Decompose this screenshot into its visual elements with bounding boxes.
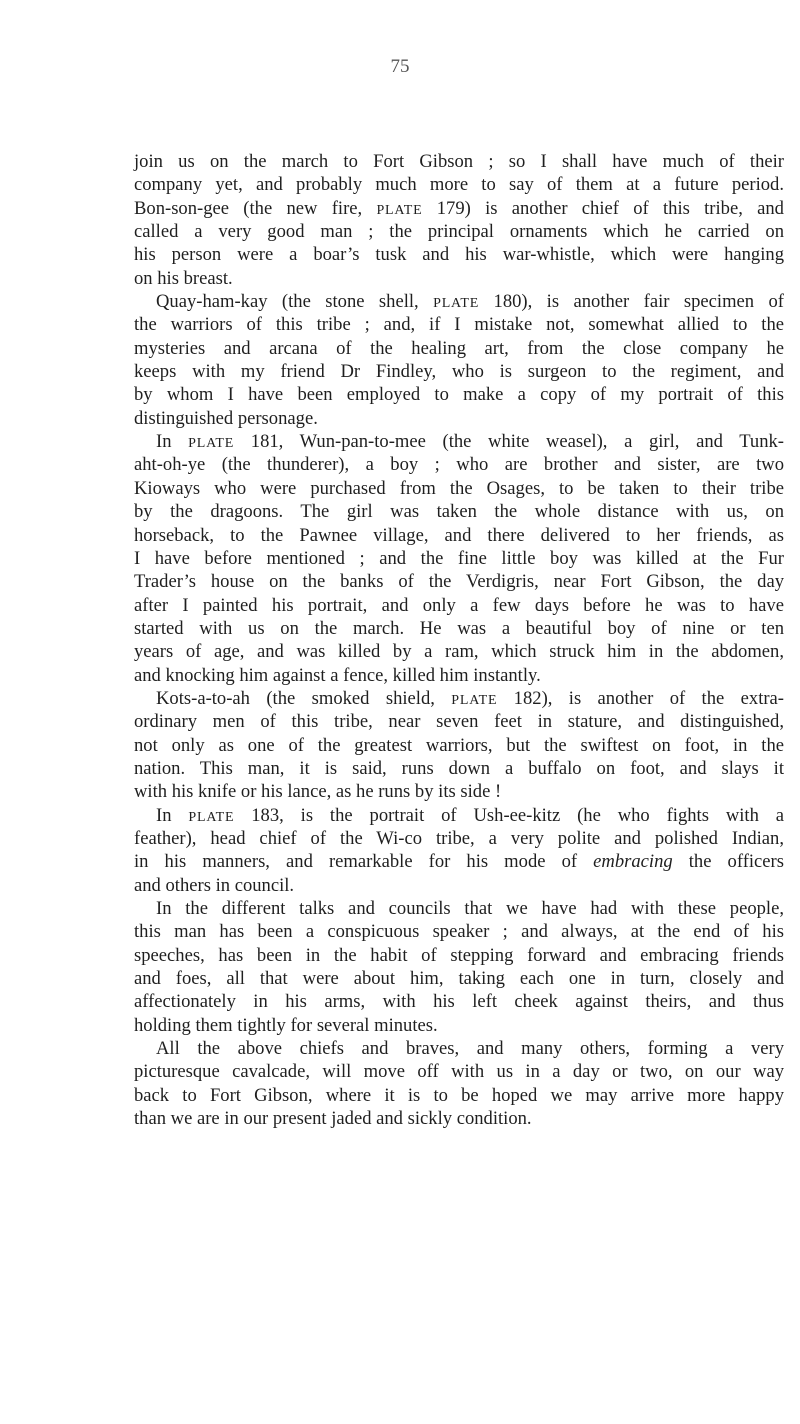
plate-label: PLATE	[188, 809, 235, 825]
text-line	[134, 267, 784, 290]
text-segment: by the dragoons. The girl was taken the whole distance with us, on	[134, 501, 784, 523]
text-segment: on his breast.	[134, 267, 233, 289]
text-line	[134, 383, 784, 406]
text-line	[134, 524, 784, 547]
text-segment: distinguished personage.	[134, 407, 318, 429]
text-line	[134, 337, 784, 360]
text-segment: than we are in our present jaded and sickly condition.	[134, 1108, 532, 1130]
page-number: 75	[390, 56, 410, 77]
text-segment: by whom I have been employed to make a copy of my portrait of this	[134, 384, 784, 406]
text-segment: his person were a boar’s tusk and his war-whistle, which were hanging	[134, 244, 784, 266]
text-segment: feather), head chief of the Wi-co tribe, a very polite and polished Indian,	[134, 827, 784, 849]
text-segment: 183, is the portrait of Ush-ee-kitz (he who fights with a	[234, 804, 785, 826]
text-segment: called a very good man ; the principal ornaments which he carried on	[134, 221, 784, 243]
text-segment: years of age, and was killed by a ram, which struck him in the abdomen,	[134, 641, 784, 663]
text-segment: keeps with my friend Dr Findley, who is surgeon to the regiment, and	[134, 361, 784, 383]
text-line	[134, 594, 784, 617]
text-line	[134, 850, 784, 873]
plate-label: PLATE	[433, 296, 480, 312]
text-segment: and others in council.	[134, 874, 295, 896]
paragraph-first-line	[134, 804, 784, 827]
text-line	[134, 990, 784, 1013]
text-line	[134, 570, 784, 593]
text-line	[134, 967, 784, 990]
text-segment: and foes, all that were about him, taking each one in turn, closely and	[134, 968, 784, 990]
text-segment: and knocking him against a fence, killed him instantly.	[134, 664, 541, 686]
text-segment: nation. This man, it is said, runs down a buffalo on foot, and slays it	[134, 757, 784, 779]
text-segment: Kots-a-to-ah (the smoked shield,	[156, 687, 452, 709]
text-segment: after I painted his portrait, and only a few days before he was to have	[134, 594, 784, 616]
text-segment: 182), is another of the extra-	[497, 687, 784, 709]
text-line	[134, 243, 784, 266]
text-segment: ordinary men of this tribe, near seven feet in stature, and distinguished,	[134, 711, 784, 733]
text-segment: 180), is another fair specimen of	[479, 291, 784, 313]
text-segment: horseback, to the Pawnee village, and there delivered to her friends, as	[134, 524, 784, 546]
text-line	[134, 220, 784, 243]
text-line	[134, 617, 784, 640]
text-line	[134, 664, 784, 687]
text-segment: affectionately in his arms, with his left cheek against theirs, and thus	[134, 991, 784, 1013]
text-segment: this man has been a conspicuous speaker ; and always, at the end of his	[134, 921, 784, 943]
text-segment: join us on the march to Fort Gibson ; so I shall have much of their	[134, 151, 784, 172]
text-line	[134, 710, 784, 733]
text-segment: aht-oh-ye (the thunderer), a boy ; who are brother and sister, are two	[134, 454, 784, 476]
text-line	[134, 1107, 784, 1130]
text-line	[134, 407, 784, 430]
text-segment: 179) is another chief of this tribe, and	[422, 197, 784, 219]
text-line	[134, 827, 784, 850]
paragraph-first-line	[134, 687, 784, 710]
text-line	[134, 757, 784, 780]
text-segment: with his knife or his lance, as he runs by its side !	[134, 781, 502, 803]
text-line	[134, 874, 784, 897]
paragraph-first-line	[134, 430, 784, 453]
text-segment: in his manners, and remarkable for his mode of	[134, 851, 594, 873]
text-line	[134, 1060, 784, 1083]
text-line	[134, 313, 784, 336]
text-segment: the warriors of this tribe ; and, if I mistake not, somewhat allied to the	[134, 314, 784, 336]
text-segment: All the above chiefs and braves, and many others, forming a very	[156, 1038, 784, 1060]
text-line	[134, 1014, 784, 1037]
body-text	[134, 150, 784, 1130]
text-segment: In	[156, 804, 189, 826]
text-line	[134, 500, 784, 523]
text-segment: company yet, and probably much more to say of them at a future period.	[134, 174, 784, 196]
text-segment: mysteries and arcana of the healing art, from the close company he	[134, 337, 784, 359]
text-line	[134, 173, 784, 196]
text-segment: back to Fort Gibson, where it is to be hoped we may arrive more happy	[134, 1084, 784, 1106]
text-segment: Quay-ham-kay (the stone shell,	[156, 291, 434, 313]
paragraph-first-line	[134, 290, 784, 313]
plate-label: PLATE	[376, 202, 423, 218]
text-segment: Bon-son-gee (the new fire,	[134, 197, 377, 219]
text-segment: I have before mentioned ; and the fine little boy was killed at the Fur	[134, 547, 784, 569]
text-segment: picturesque cavalcade, will move off with us in a day or two, on our way	[134, 1061, 784, 1083]
text-line	[134, 1084, 784, 1107]
text-segment: started with us on the march. He was a beautiful boy of nine or ten	[134, 617, 784, 639]
text-line	[134, 150, 784, 173]
text-segment: In	[156, 431, 189, 453]
text-segment: holding them tightly for several minutes.	[134, 1014, 438, 1036]
paragraph-first-line	[134, 1037, 784, 1060]
text-line	[134, 944, 784, 967]
text-line	[134, 360, 784, 383]
text-line	[134, 477, 784, 500]
paragraph-first-line	[134, 897, 784, 920]
plate-label: PLATE	[451, 692, 498, 708]
text-line	[134, 780, 784, 803]
text-segment: In the different talks and councils that we have had with these people,	[156, 898, 784, 919]
text-line	[134, 640, 784, 663]
text-line	[134, 453, 784, 476]
text-segment: the officers	[672, 851, 784, 873]
text-segment: Kioways who were purchased from the Osages, to be taken to their tribe	[134, 477, 784, 499]
text-line	[134, 734, 784, 757]
text-segment: speeches, has been in the habit of stepping forward and embracing friends	[134, 944, 784, 966]
text-segment: not only as one of the greatest warriors, but the swiftest on foot, in the	[134, 734, 784, 756]
text-segment: 181, Wun-pan-to-mee (the white weasel), a girl, and Tunk-	[234, 431, 784, 453]
emphasis-text: embracing	[593, 851, 673, 873]
plate-label: PLATE	[188, 436, 235, 452]
text-line	[134, 920, 784, 943]
text-segment: Trader’s house on the banks of the Verdigris, near Fort Gibson, the day	[134, 571, 784, 593]
text-line	[134, 547, 784, 570]
text-line	[134, 197, 784, 220]
